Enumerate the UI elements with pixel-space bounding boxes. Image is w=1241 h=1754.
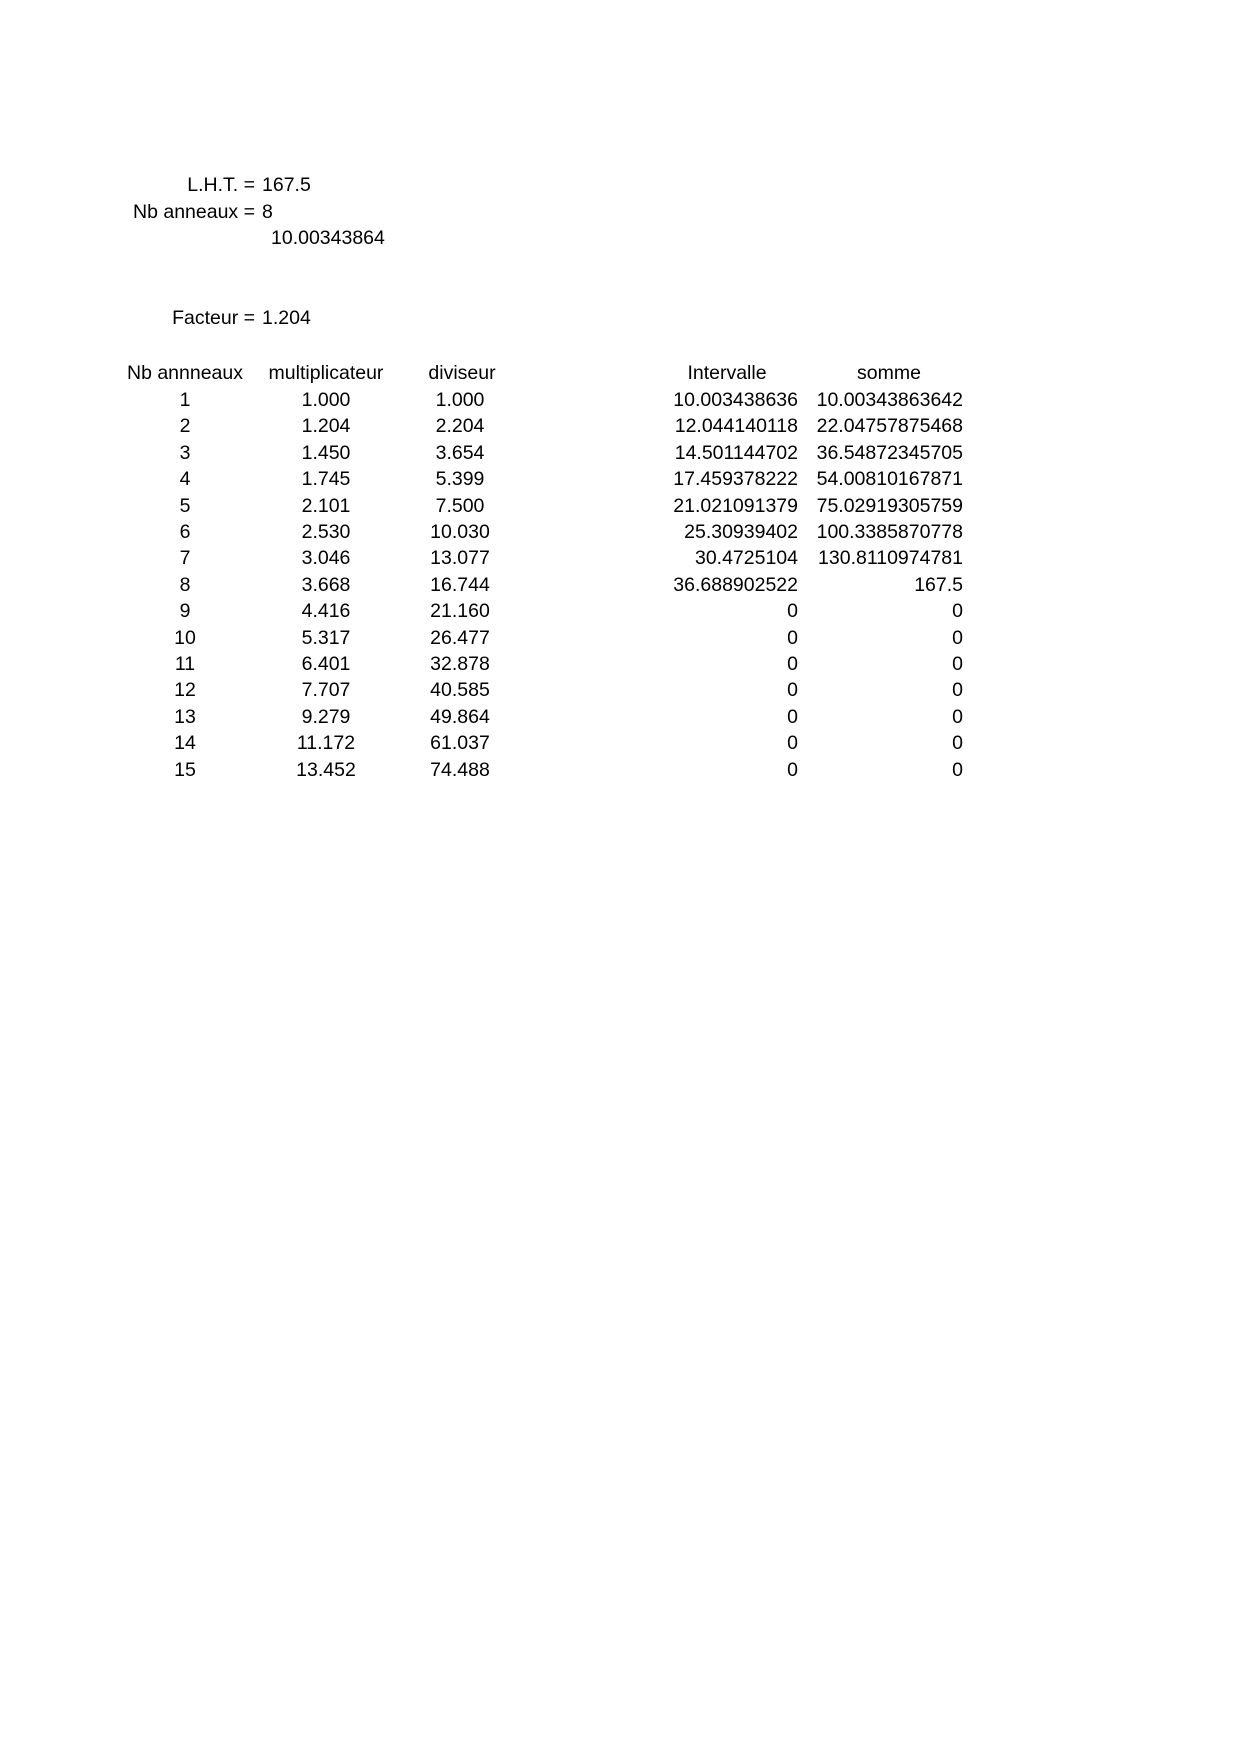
- cell-intervalle: 14.501144702: [674, 442, 798, 464]
- cell-intervalle: 0: [787, 653, 798, 675]
- header-nb-anneaux: Nb annneaux: [126, 362, 243, 384]
- cell-somme: 22.04757875468: [816, 415, 963, 437]
- cell-somme: 0: [952, 679, 963, 701]
- nb-anneaux-label: Nb anneaux =: [133, 201, 255, 223]
- cell-diviseur: 13.077: [430, 547, 490, 569]
- cell-nb-anneaux: 8: [179, 574, 191, 596]
- cell-multiplicateur: 1.000: [301, 389, 351, 411]
- cell-intervalle: 21.021091379: [673, 495, 798, 517]
- cell-somme: 75.02919305759: [816, 495, 963, 517]
- cell-multiplicateur: 1.745: [301, 468, 351, 490]
- cell-diviseur: 1.000: [435, 389, 485, 411]
- lht-label: L.H.T. =: [187, 174, 255, 196]
- cell-multiplicateur: 9.279: [301, 706, 351, 728]
- cell-multiplicateur: 11.172: [296, 732, 356, 754]
- cell-nb-anneaux: 6: [179, 521, 191, 543]
- cell-somme: 167.5: [914, 574, 963, 596]
- cell-nb-anneaux: 13: [174, 706, 196, 728]
- cell-somme: 100.3385870778: [816, 521, 963, 543]
- cell-somme: 0: [952, 732, 963, 754]
- cell-diviseur: 74.488: [430, 759, 490, 781]
- cell-diviseur: 40.585: [430, 679, 490, 701]
- cell-nb-anneaux: 2: [179, 415, 191, 437]
- cell-intervalle: 0: [787, 679, 798, 701]
- nb-anneaux-value: 8: [262, 201, 273, 223]
- cell-nb-anneaux: 1: [179, 389, 191, 411]
- cell-diviseur: 26.477: [430, 627, 490, 649]
- header-intervalle: Intervalle: [687, 362, 767, 384]
- cell-nb-anneaux: 15: [174, 759, 196, 781]
- cell-diviseur: 2.204: [435, 415, 485, 437]
- cell-diviseur: 10.030: [430, 521, 490, 543]
- cell-diviseur: 3.654: [435, 442, 485, 464]
- cell-diviseur: 7.500: [435, 495, 485, 517]
- cell-somme: 54.00810167871: [816, 468, 963, 490]
- cell-diviseur: 21.160: [430, 600, 490, 622]
- cell-multiplicateur: 1.450: [301, 442, 351, 464]
- cell-multiplicateur: 2.101: [301, 495, 351, 517]
- cell-multiplicateur: 13.452: [296, 759, 356, 781]
- cell-intervalle: 0: [787, 627, 798, 649]
- cell-nb-anneaux: 12: [174, 679, 196, 701]
- header-diviseur: diviseur: [428, 362, 496, 384]
- cell-multiplicateur: 6.401: [301, 653, 351, 675]
- cell-multiplicateur: 3.046: [301, 547, 351, 569]
- lht-value: 167.5: [262, 174, 311, 196]
- facteur-label: Facteur =: [172, 307, 255, 329]
- cell-somme: 0: [952, 706, 963, 728]
- cell-diviseur: 5.399: [435, 468, 485, 490]
- cell-multiplicateur: 2.530: [301, 521, 351, 543]
- cell-multiplicateur: 7.707: [301, 679, 351, 701]
- cell-intervalle: 12.044140118: [674, 415, 798, 437]
- cell-somme: 130.8110974781: [818, 547, 963, 569]
- cell-intervalle: 36.688902522: [673, 574, 798, 596]
- cell-nb-anneaux: 5: [179, 495, 191, 517]
- facteur-value: 1.204: [262, 307, 311, 329]
- cell-intervalle: 17.459378222: [673, 468, 798, 490]
- cell-diviseur: 32.878: [430, 653, 490, 675]
- header-somme: somme: [857, 362, 921, 384]
- cell-diviseur: 61.037: [430, 732, 490, 754]
- cell-intervalle: 10.003438636: [673, 389, 798, 411]
- first-interval-value: 10.00343864: [271, 227, 385, 249]
- cell-nb-anneaux: 10: [174, 627, 196, 649]
- header-multiplicateur: multiplicateur: [268, 362, 384, 384]
- cell-multiplicateur: 3.668: [301, 574, 351, 596]
- cell-somme: 36.54872345705: [816, 442, 963, 464]
- cell-nb-anneaux: 11: [174, 653, 196, 675]
- cell-nb-anneaux: 3: [179, 442, 191, 464]
- cell-somme: 0: [952, 627, 963, 649]
- cell-somme: 10.00343863642: [816, 389, 963, 411]
- cell-intervalle: 0: [787, 759, 798, 781]
- cell-intervalle: 0: [787, 706, 798, 728]
- cell-nb-anneaux: 4: [179, 468, 191, 490]
- cell-multiplicateur: 4.416: [301, 600, 351, 622]
- cell-intervalle: 0: [787, 732, 798, 754]
- cell-intervalle: 30.4725104: [694, 547, 798, 569]
- cell-somme: 0: [952, 600, 963, 622]
- cell-multiplicateur: 5.317: [301, 627, 351, 649]
- cell-nb-anneaux: 9: [179, 600, 191, 622]
- cell-somme: 0: [952, 759, 963, 781]
- cell-diviseur: 16.744: [430, 574, 490, 596]
- cell-intervalle: 25.30939402: [684, 521, 798, 543]
- cell-somme: 0: [952, 653, 963, 675]
- cell-multiplicateur: 1.204: [301, 415, 351, 437]
- cell-nb-anneaux: 7: [179, 547, 191, 569]
- cell-nb-anneaux: 14: [174, 732, 196, 754]
- cell-intervalle: 0: [787, 600, 798, 622]
- cell-diviseur: 49.864: [430, 706, 490, 728]
